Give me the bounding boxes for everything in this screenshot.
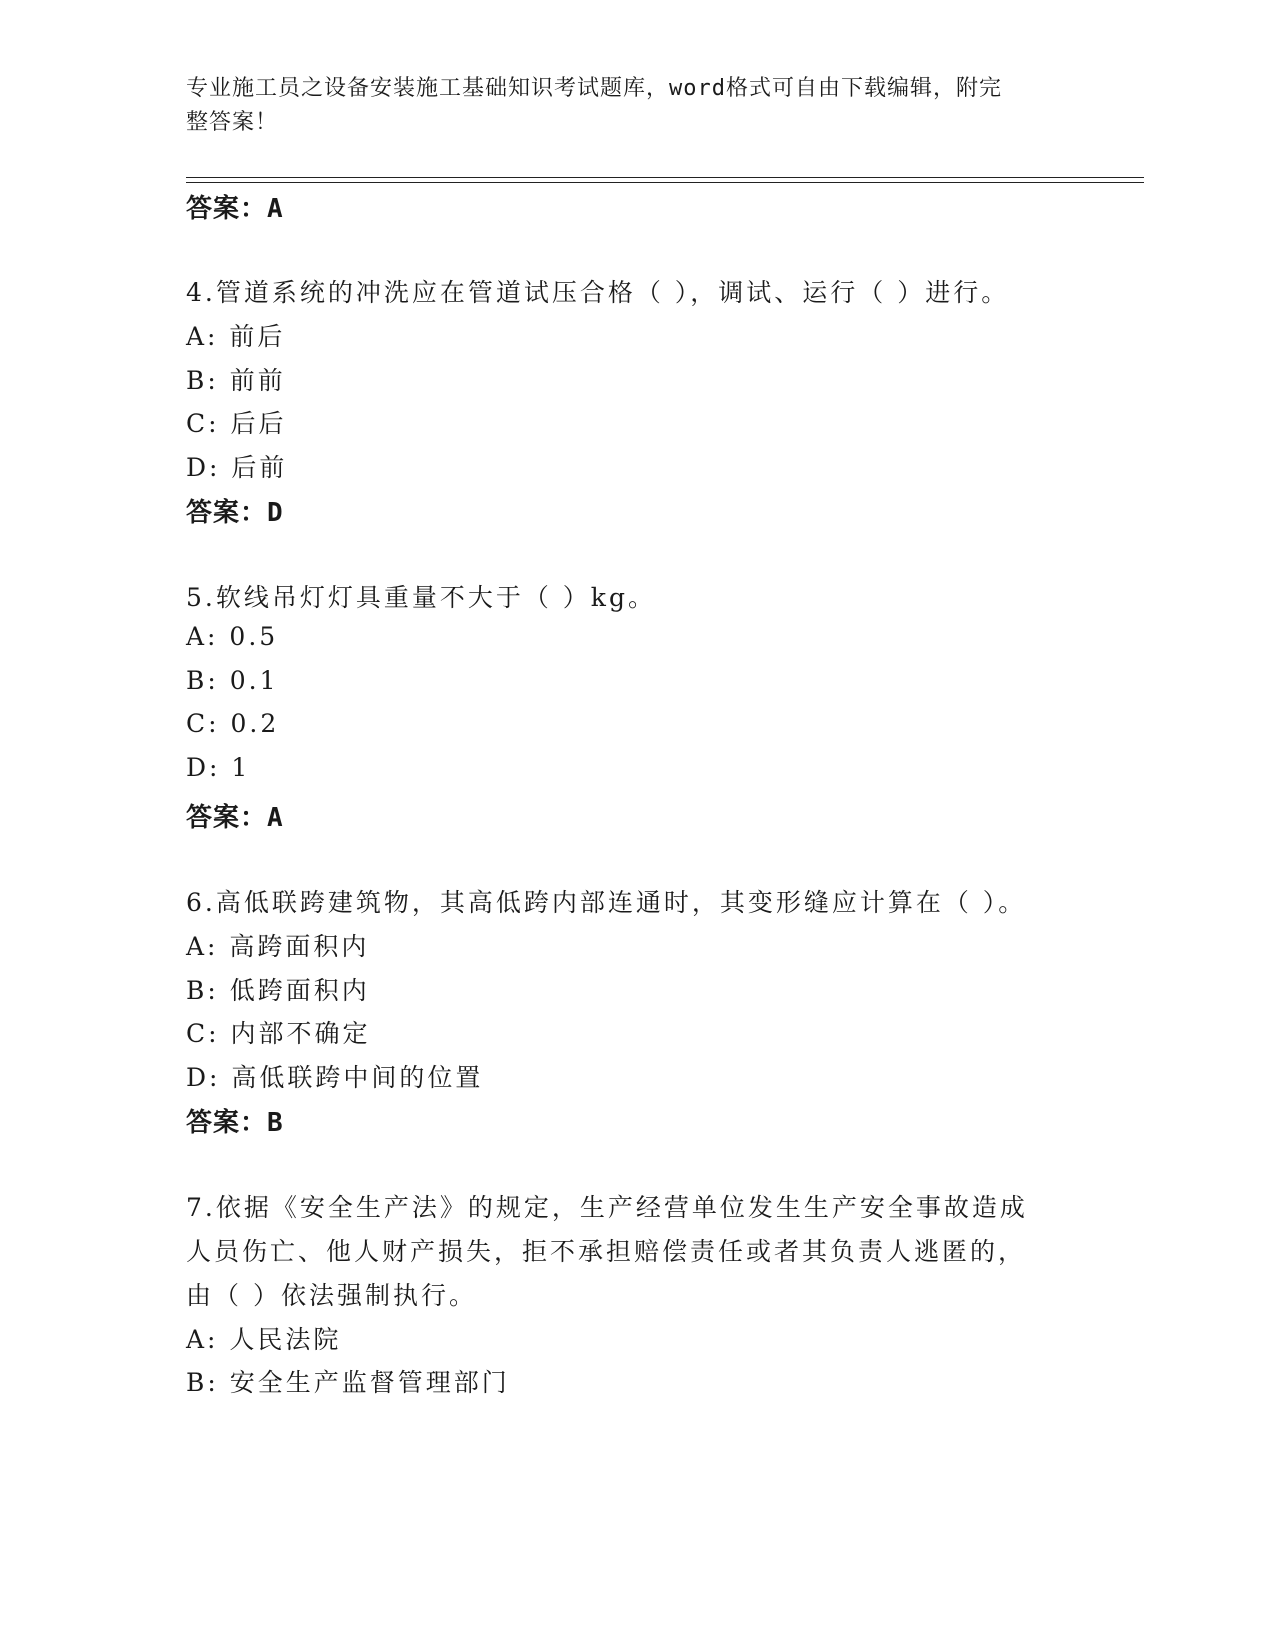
question-5-option-b: B: 0.1: [186, 666, 279, 695]
answer-q4: 答案：D: [186, 498, 284, 528]
question-4-option-d: D: 后前: [186, 453, 288, 482]
question-4-option-a: A: 前后: [186, 322, 286, 351]
question-4-option-c: C: 后后: [186, 409, 287, 438]
answer-q5: 答案：A: [186, 803, 284, 833]
question-6-option-d: D: 高低联跨中间的位置: [186, 1063, 484, 1092]
question-5-stem: 5.软线吊灯灯具重量不大于（ ）kg。: [186, 583, 656, 612]
header-line-1: 专业施工员之设备安装施工基础知识考试题库，word格式可自由下载编辑，附完: [186, 76, 1002, 101]
question-6-option-a: A: 高跨面积内: [186, 932, 370, 961]
header-line-2: 整答案！: [186, 110, 279, 135]
question-7-option-a: A: 人民法院: [186, 1325, 342, 1354]
answer-q6: 答案：B: [186, 1108, 284, 1138]
question-4-stem: 4.管道系统的冲洗应在管道试压合格（ ），调试、运行（ ）进行。: [186, 278, 1010, 307]
question-5-option-d: D: 1: [186, 753, 251, 782]
question-6-option-c: C: 内部不确定: [186, 1019, 371, 1048]
question-7-option-b: B: 安全生产监督管理部门: [186, 1368, 510, 1397]
question-5-option-c: C: 0.2: [186, 709, 280, 738]
question-7-stem-line-3: 由（ ）依法强制执行。: [186, 1281, 477, 1310]
question-5-option-a: A: 0.5: [186, 622, 279, 651]
question-4-option-b: B: 前前: [186, 366, 286, 395]
question-7-stem-line-2: 人员伤亡、他人财产损失，拒不承担赔偿责任或者其负责人逃匿的，: [186, 1237, 1027, 1266]
document-header: [186, 72, 1066, 140]
header-rule-bottom: [186, 182, 1144, 183]
question-6-stem: 6.高低联跨建筑物，其高低跨内部连通时，其变形缝应计算在（ ）。: [186, 888, 1027, 917]
question-6-option-b: B: 低跨面积内: [186, 976, 370, 1005]
question-7-stem-line-1: 7.依据《安全生产法》的规定，生产经营单位发生生产安全事故造成: [186, 1193, 1028, 1222]
answer-q3: 答案：A: [186, 194, 284, 224]
header-rule-top: [186, 177, 1144, 178]
